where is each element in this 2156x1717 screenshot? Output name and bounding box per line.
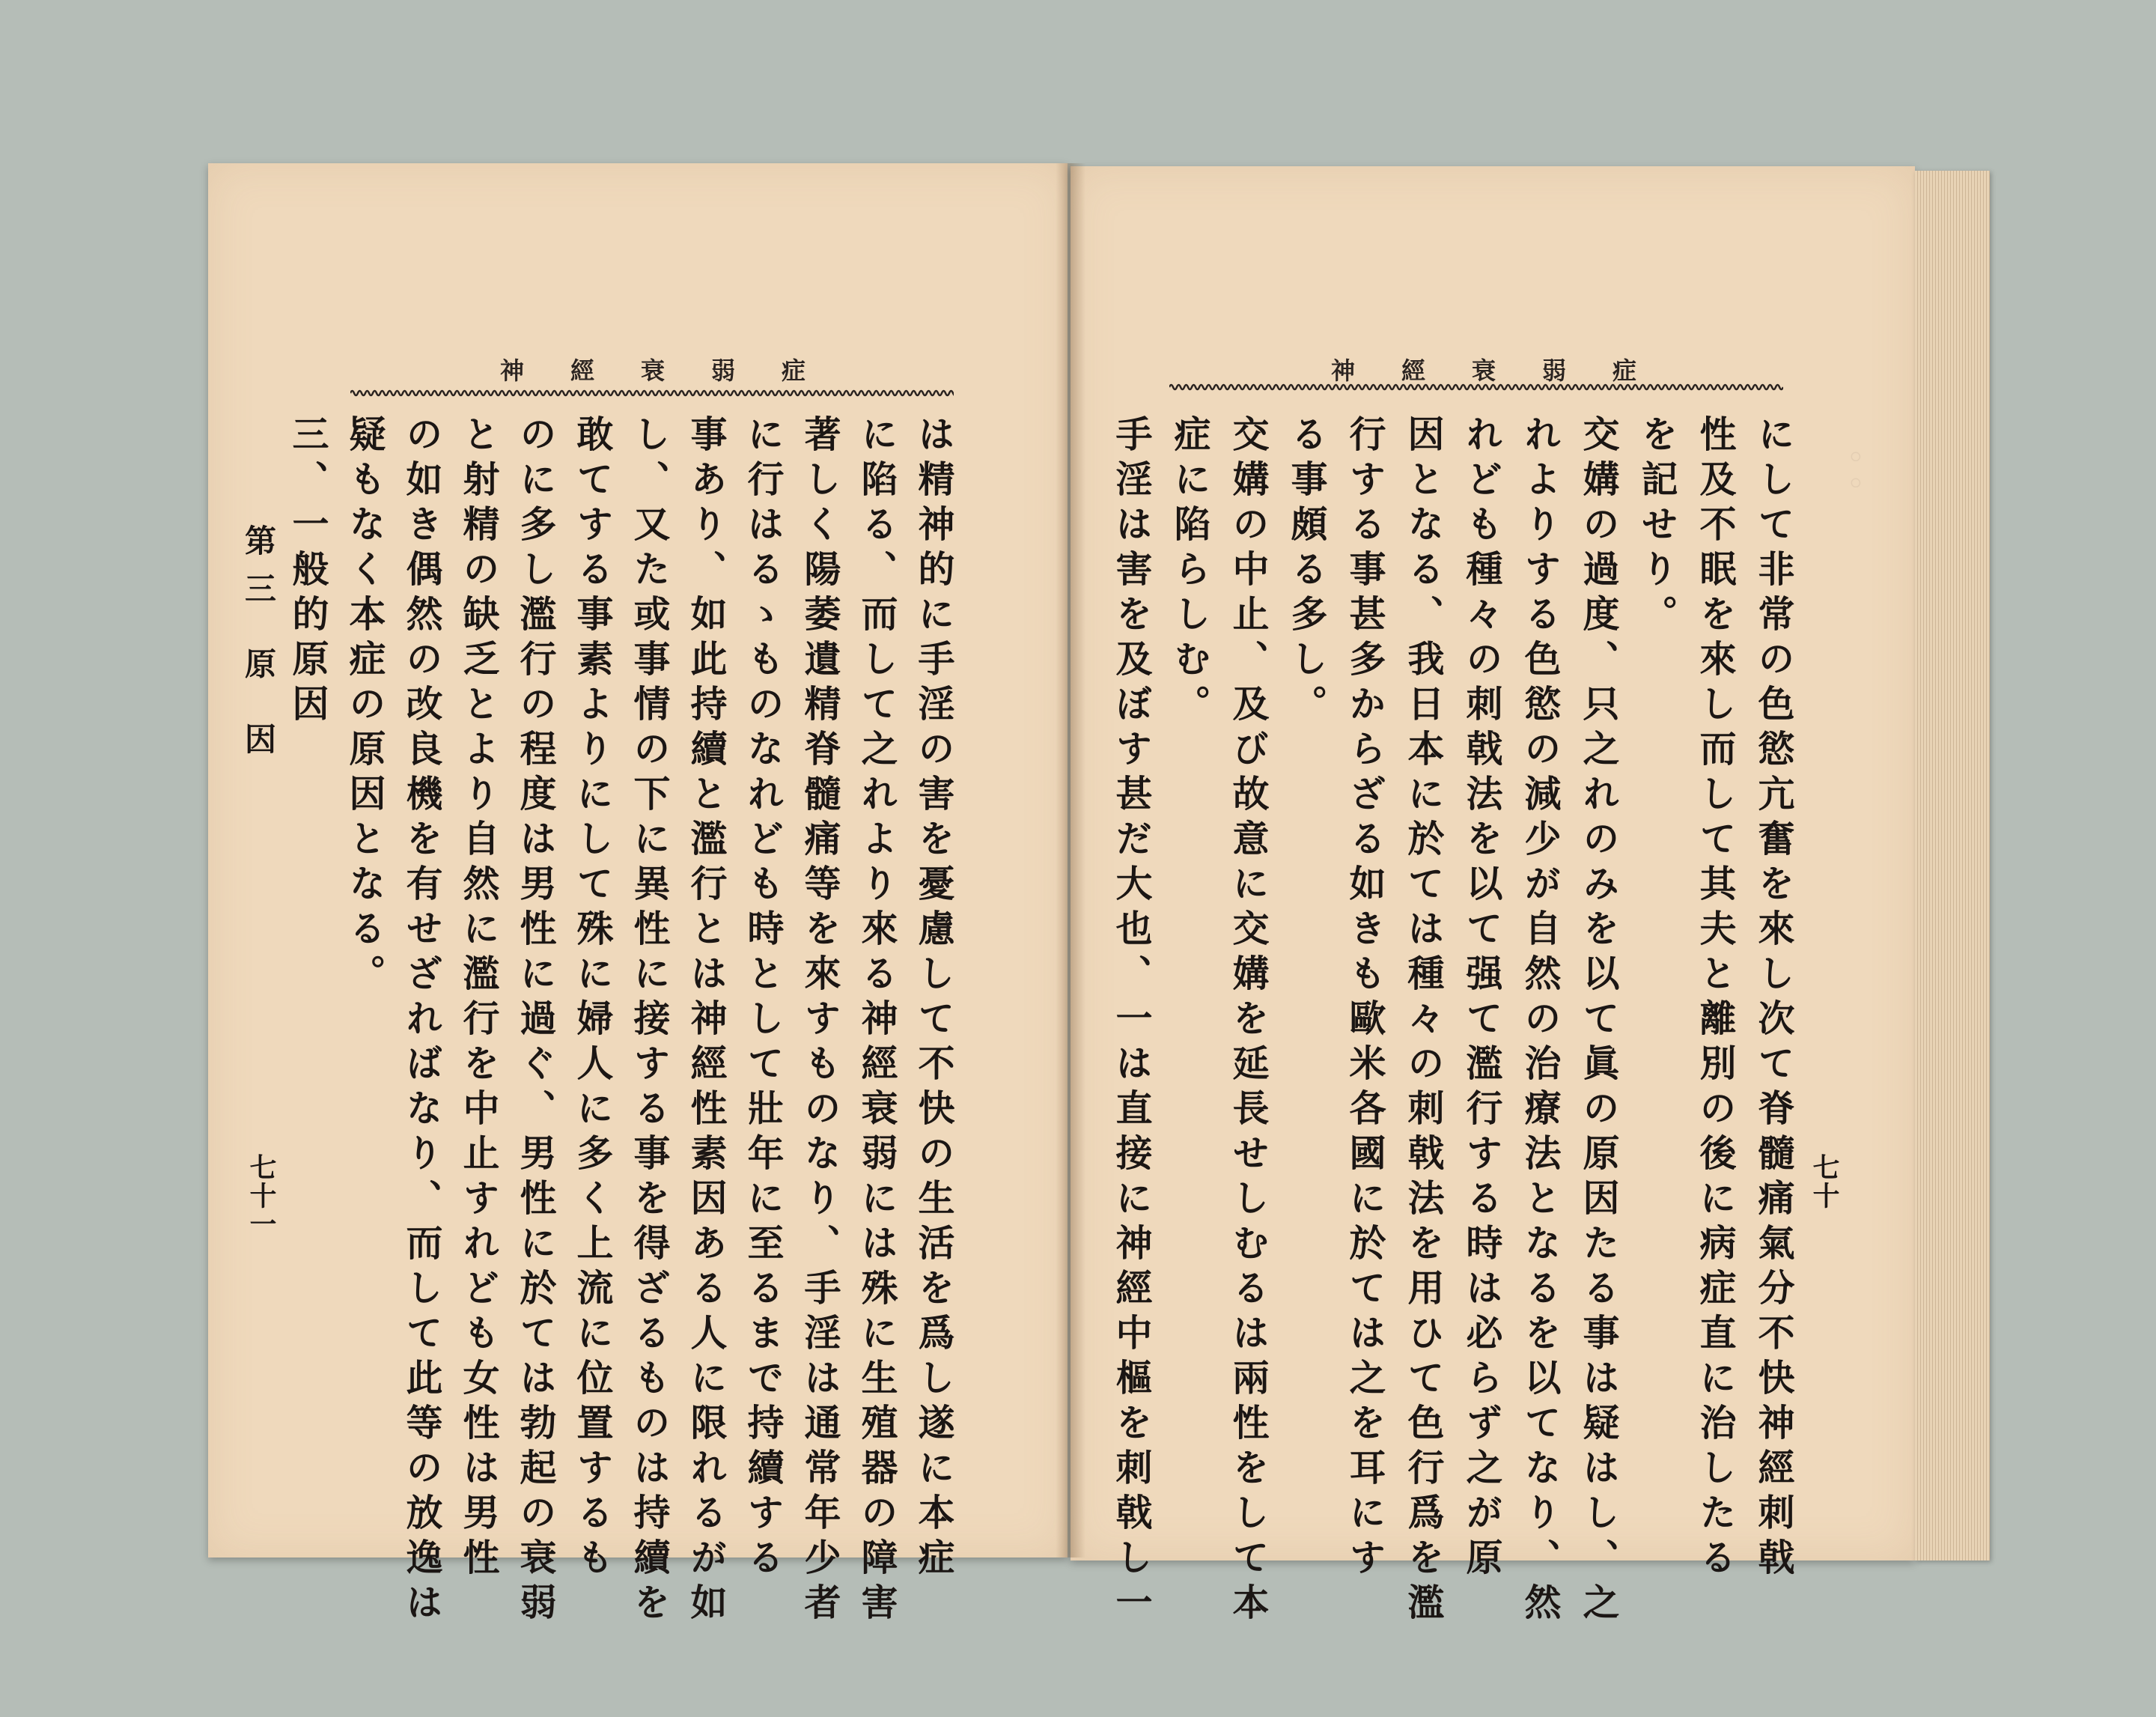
- page-edges: [1915, 171, 1990, 1561]
- right-text-column-9: る事頗る多し。: [1285, 415, 1329, 729]
- left-text-column-last: 疑もなく本症の原因となる。: [344, 415, 387, 999]
- left-wavy-rule: [350, 388, 954, 398]
- left-text-column-9: と射精の缺乏とより自然に濫行を中止すれども女性は男性: [457, 415, 501, 1583]
- right-text-column-10: 交媾の中止、及び故意に交媾を延長せしむるは兩性をして本: [1227, 415, 1270, 1628]
- show-through-text: 。。: [1824, 449, 1864, 519]
- right-text-column-11: 症に陷らしむ。: [1169, 415, 1212, 729]
- right-text-column-1: にして非常の色慾亢奮を來し次て脊髓痛氣分不快神經刺戟: [1752, 415, 1796, 1583]
- left-running-head: 神經衰弱症: [500, 356, 853, 385]
- left-text-column-8: のに多し濫行の程度は男性に過ぐ、男性に於ては勃起の衰弱: [514, 415, 558, 1628]
- right-text-column-2: 性及不眠を來し而して其夫と離別の後に病症直に治したる: [1694, 415, 1738, 1583]
- right-text-column-6: れども種々の刺戟法を以て强て濫行する時は必らず之が原: [1461, 415, 1504, 1583]
- right-text-column-5: れよりする色慾の減少が自然の治療法となるを以てなり、然: [1519, 415, 1562, 1628]
- left-text-column-7: 敢てする事素よりにして殊に婦人に多く上流に位置するも: [571, 415, 615, 1583]
- right-text-column-8: 行する事甚多からざる如きも歐米各國に於ては之を耳にす: [1344, 415, 1387, 1583]
- right-wavy-rule: [1169, 382, 1783, 392]
- left-text-column-4: に行はるゝものなれども時として壯年に至るまで持續する: [742, 415, 785, 1583]
- right-running-head: 神經衰弱症: [1331, 356, 1684, 385]
- book-gutter: [1056, 163, 1085, 1558]
- left-text-column-5: 事あり、如此持續と濫行とは神經性素因ある人に限れるが如: [685, 415, 728, 1628]
- left-sub-heading: 第三 原 因: [240, 524, 277, 771]
- left-text-column-1: は精神的に手淫の害を憂慮して不快の生活を爲し遂に本症: [913, 415, 956, 1583]
- left-section-heading: 三、一般的原因: [287, 415, 330, 729]
- left-text-column-2: に陷る、而して之れより來る神經衰弱には殊に生殖器の障害: [856, 415, 899, 1628]
- left-text-column-10: の如き偶然の改良機を有せざればなり、而して此等の放逸は: [401, 415, 444, 1628]
- right-text-column-12: 手淫は害を及ぼす甚だ大也、一は直接に神經中樞を刺戟し一: [1110, 415, 1154, 1628]
- left-page-number: 七十一: [246, 1153, 277, 1239]
- left-text-column-6: し、又た或事情の下に異性に接する事を得ざるものは持續を: [628, 415, 672, 1628]
- right-text-column-4: 交媾の過度、只之れのみを以て眞の原因たる事は疑はし、之: [1577, 415, 1621, 1628]
- right-text-column-7: 因となる、我日本に於ては種々の刺戟法を用ひて色行爲を濫: [1402, 415, 1446, 1628]
- right-page-number: 七十: [1809, 1153, 1840, 1210]
- right-text-column-3: を記せり。: [1636, 415, 1679, 639]
- left-text-column-3: 著しく陽萎遺精脊髓痛等を來すものなり、手淫は通常年少者: [799, 415, 842, 1628]
